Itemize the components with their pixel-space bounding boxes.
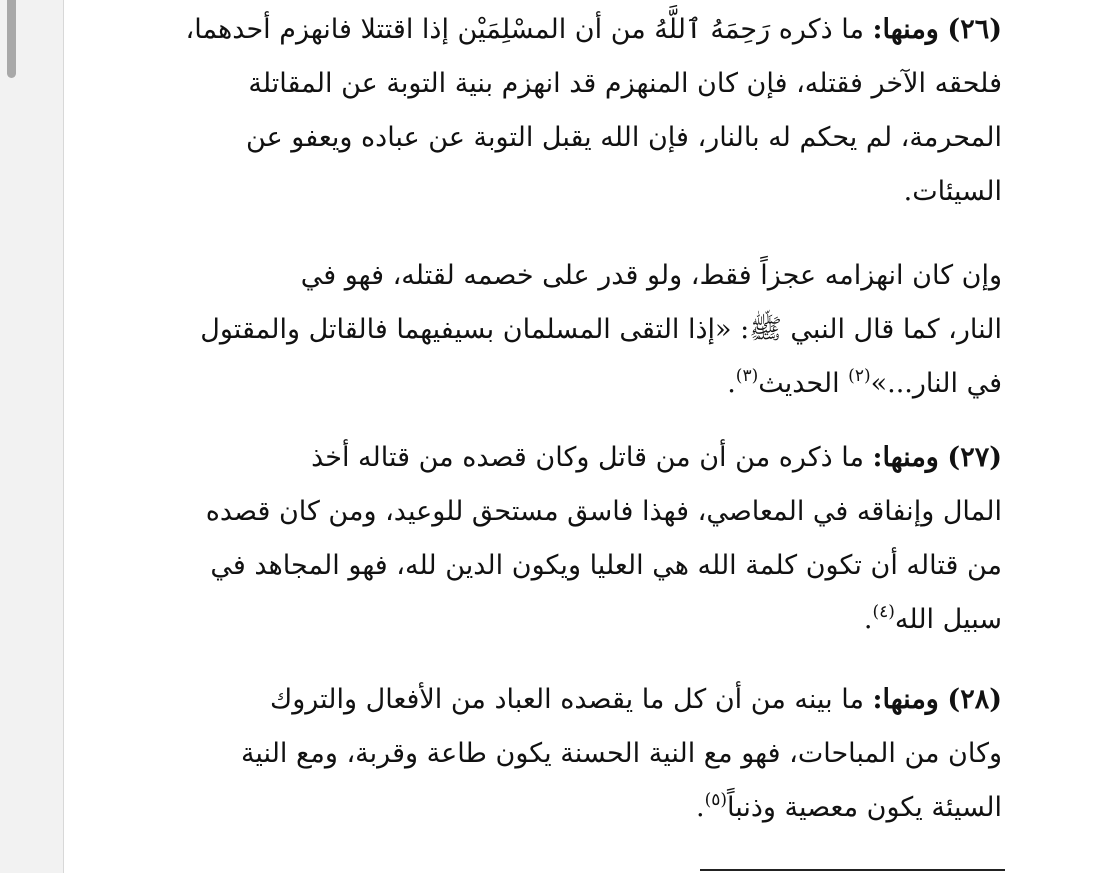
- line-text: .: [727, 368, 736, 399]
- text-line: وكان من المباحات، فهو مع النية الحسنة يكون طاعة وقربة، ومع النية: [240, 738, 1002, 769]
- text-line: [100, 357, 1002, 411]
- paragraph-number: (٢٧): [947, 442, 1002, 473]
- paragraph-continuation: [100, 249, 1002, 411]
- text-line: فلحقه الآخر فقتله، فإن كان المنهزم قد انهزم بنية التوبة عن المقاتلة: [248, 68, 1002, 99]
- footnote-ref-5[interactable]: (٥): [704, 790, 727, 810]
- paragraph-26: [100, 3, 1002, 219]
- line-text: في النار...»: [870, 368, 1002, 399]
- footnote-separator: [700, 869, 1005, 871]
- paragraph-number: (٢٦): [947, 14, 1002, 45]
- footnote-ref-2[interactable]: (٢): [848, 366, 871, 386]
- line-text: ما ذكره رَحِمَهُ ٱللَّهُ من أن المسْلِمَيْن إذا اقتتلا فانهزم أحدهما،: [185, 14, 864, 45]
- text-line: المال وإنفاقه في المعاصي، فهذا فاسق مستحق للوعيد، ومن كان قصده: [205, 496, 1002, 527]
- text-line: وإن كان انهزامه عجزاً فقط، ولو قدر على خصمه لقتله، فهو في: [300, 260, 1002, 291]
- paragraph-28: [100, 673, 1002, 835]
- line-text: السيئة يكون معصية وذنباً: [726, 792, 1002, 823]
- text-line: [100, 781, 1002, 835]
- line-text: ما ذكره من أن من قاتل وكان قصده من قتاله أخذ: [311, 442, 864, 473]
- line-text: سبيل الله: [894, 604, 1002, 635]
- line-text: .: [695, 792, 705, 823]
- text-line: النار، كما قال النبي ﷺ: «إذا التقى المسلمان بسيفيهما فالقاتل والمقتول: [200, 314, 1002, 345]
- paragraph-lead: ومنها:: [872, 14, 939, 45]
- paragraph-number: (٢٨): [947, 684, 1002, 715]
- footnote-ref-3[interactable]: (٣): [735, 366, 759, 386]
- line-text: ما بينه من أن كل ما يقصده العباد من الأفعال والتروك: [269, 684, 864, 715]
- text-line: [100, 673, 1002, 727]
- vertical-scrollbar-thumb[interactable]: [7, 0, 16, 78]
- paragraph-lead: ومنها:: [872, 684, 939, 715]
- text-line: المحرمة، لم يحكم له بالنار، فإن الله يقبل التوبة عن عباده ويعفو عن: [246, 122, 1002, 153]
- text-line: من قتاله أن تكون كلمة الله هي العليا ويكون الدين لله، فهو المجاهد في: [210, 550, 1002, 581]
- paragraph-27: [100, 431, 1002, 647]
- text-line: [100, 3, 1002, 57]
- line-text: .: [863, 604, 873, 635]
- text-line: السيئات.: [903, 176, 1002, 207]
- text-line: [100, 431, 1002, 485]
- footnote-ref-4[interactable]: (٤): [872, 602, 895, 622]
- paragraph-lead: ومنها:: [872, 442, 939, 473]
- text-line: [100, 593, 1002, 647]
- line-text: الحديث: [758, 368, 849, 399]
